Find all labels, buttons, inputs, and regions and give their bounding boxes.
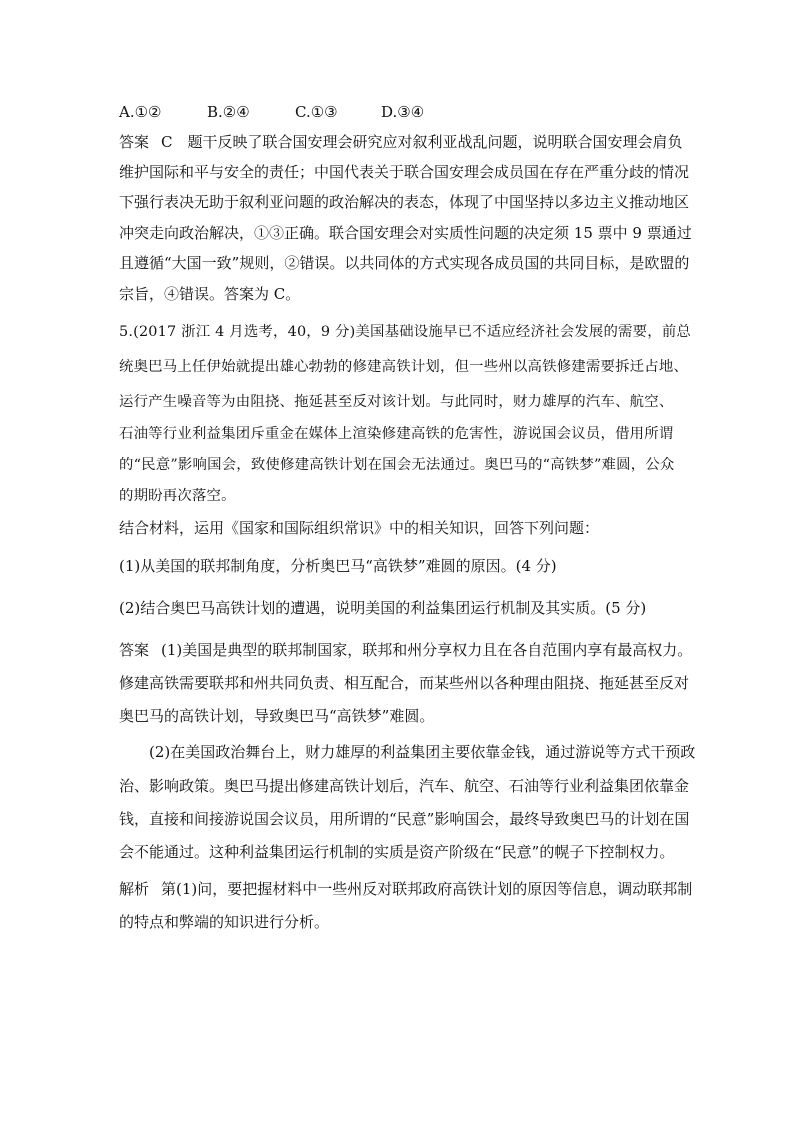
answer1-line-2: 维护国际和平与安全的责任；中国代表关于联合国安理会成员国在存在严重分歧的情况 [119, 163, 690, 181]
answer2-part2-line-3: 钱，直接和间接游说国会议员，用所谓的“民意”影响国会，最终导致奥巴马的计划在国 [119, 810, 690, 828]
analysis-line-2: 的特点和弊端的知识进行分析。 [119, 913, 330, 931]
answer2-part2-line-4: 会不能通过。这种利益集团运行机制的实质是资产阶级在“民意”的幌子下控制权力。 [119, 843, 675, 861]
question5-line-4: 石油等行业利益集团斥重金在媒体上渲染修建高铁的危害性，游说国会议员，借用所谓 [119, 426, 674, 442]
answer-label: 答案 [119, 641, 150, 659]
answer1-line-4: 冲突走向政治解决，①③正确。联合国安理会对实质性问题的决定须 15 票中 9 票通过 [119, 224, 692, 242]
analysis-line-1 [119, 879, 692, 899]
question5-sub2: (2)结合奥巴马高铁计划的遭遇，说明美国的利益集团运行机制及其实质。(5 分) [119, 599, 647, 617]
answer2-line-2: 修建高铁需要联邦和州共同负责、相互配合，而某些州以各种理由阻挠、拖延甚至反对 [119, 674, 690, 692]
answer-options [119, 102, 424, 122]
question5-line-6: 的期盼再次落空。 [119, 488, 236, 504]
analysis-text: 第(1)问，要把握材料中一些州反对联邦政府高铁计划的原因等信息，调动联邦制 [161, 880, 693, 898]
answer1-line-1 [119, 132, 683, 152]
option-d: D.③④ [381, 103, 425, 121]
analysis-label: 解析 [119, 880, 150, 898]
question5-line-5: 的“民意”影响国会，致使修建高铁计划在国会无法通过。奥巴马的“高铁梦”难圆，公众 [119, 457, 675, 473]
question5-prompt: 结合材料，运用《国家和国际组织常识》中的相关知识，回答下列问题： [119, 519, 600, 537]
answer2-line-3: 奥巴马的高铁计划，导致奥巴马“高铁梦”难圆。 [119, 707, 435, 725]
question5-sub1: (1)从美国的联邦制角度，分析奥巴马“高铁梦”难圆的原因。(4 分) [119, 557, 557, 575]
question5-line-1: 5.(2017 浙江 4 月选考，40，9 分)美国基础设施早已不适应经济社会发展的需要，前总 [119, 324, 692, 340]
option-c: C.①③ [295, 103, 338, 121]
answer1-line-5: 且遵循“大国一致”规则，②错误。以共同体的方式实现各成员国的共同目标，是欧盟的 [119, 254, 690, 272]
answer2-part2-line-2: 治、影响政策。奥巴马提出修建高铁计划后，汽车、航空、石油等行业利益集团依靠金 [119, 777, 690, 795]
answer-label: 答案 [119, 133, 150, 151]
question5-line-2: 统奥巴马上任伊始就提出雄心勃勃的修建高铁计划，但一些州以高铁修建需要拆迁占地、 [119, 359, 689, 375]
question5-line-3: 运行产生噪音等为由阻挠、拖延甚至反对该计划。与此同时，财力雄厚的汽车、航空、 [119, 394, 674, 410]
option-b: B.②④ [207, 103, 250, 121]
answer1-text: C 题干反映了联合国安理会研究应对叙利亚战乱问题，说明联合国安理会肩负 [161, 133, 683, 151]
answer1-line-3: 下强行表决无助于叙利亚问题的政治解决的表态，体现了中国坚持以多边主义推动地区 [119, 193, 690, 211]
answer1-line-6: 宗旨，④错误。答案为 C。 [119, 285, 301, 303]
answer2-line-1 [119, 640, 692, 660]
option-a: A.①② [119, 103, 162, 121]
answer2-part2-line-1: (2)在美国政治舞台上，财力雄厚的利益集团主要依靠金钱，通过游说等方式干预政 [149, 743, 696, 761]
answer2-text: (1)美国是典型的联邦制国家，联邦和州分享权力且在各自范围内享有最高权力。 [161, 641, 693, 659]
